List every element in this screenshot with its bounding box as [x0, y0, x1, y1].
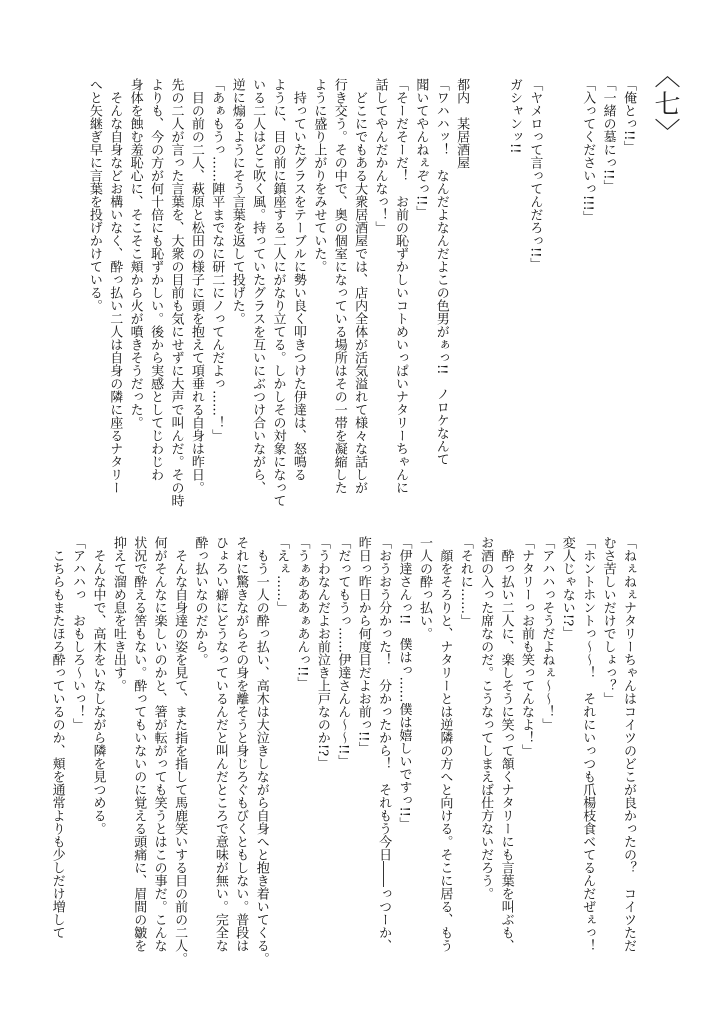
text-line: 一人の酔っ払い。	[416, 536, 432, 640]
text-line: 何がそんなに楽しいのかと、箸が転がっても笑うとはこの事だ。こんな	[151, 536, 167, 952]
text-line: ように盛り上がりをみせていた。	[311, 78, 327, 273]
chapter-title: 〈七〉	[650, 62, 680, 146]
text-line: 「ホントホントっ～～！ それにいっつも爪楊枝食べてるんだぜぇっ！	[580, 536, 596, 952]
text-line: 「一緒の墓にっ!!」	[600, 78, 616, 193]
text-block-lower	[49, 536, 638, 976]
text-line: どこにでもある大衆居酒屋では、店内全体が活気溢れて様々な話しが	[352, 78, 368, 494]
text-line: 酔っ払いなのだから。	[192, 536, 208, 666]
text-line: 話してやんだかんなっ！」	[372, 78, 388, 234]
text-line: 酔っ払い二人に、楽しそうに笑って頷くナタリーにも言葉を叫ぶも、	[498, 536, 514, 952]
text-line: 「ねぇねぇナタリーちゃんはコイツのどこが良かったの？ コイツただ	[621, 536, 636, 952]
text-line: よりも、今の方が何十倍にも恥ずかしい。後から実感としてじわじわ	[148, 78, 164, 481]
text-block-upper	[78, 78, 638, 518]
text-line: そんな自身などお構いなく、酔っ払い二人は自身の隣に座るナタリー	[107, 78, 123, 494]
text-line: 「アハハっ おもしろ～いっ！」	[70, 536, 86, 731]
text-line: 状況で酔える筈もない。酔ってもいないのに覚える頭痛に、眉間の皺を	[131, 536, 147, 952]
text-line: 「そーだそーだ！ お前の恥ずかしいコトめいっぱいナタリーちゃんに	[392, 78, 408, 494]
text-line: 「うぁあああぁあんっ!!」	[294, 536, 310, 690]
text-line: 顔をそろりと、ナタリーとは逆隣の方へと向ける。そこに居る、もう	[437, 536, 453, 952]
text-line: 「うわなんだよお前泣き上戸なのか!?」	[314, 536, 330, 770]
text-line: 先の二人が言った言葉を、大衆の目前も気にせずに大声で叫んだ。その時	[168, 78, 184, 507]
text-line: むさ苦しいだけでしょっ？」	[600, 536, 616, 705]
text-line	[556, 78, 576, 518]
text-line: ひょろい癖にどうなっているんだと叫んだところで意味が無い。完全な	[212, 536, 228, 952]
text-line: 「ナタリーっお前も笑ってんなよ！」	[518, 536, 534, 757]
text-line: 「ワハハッ！ なんだよなんだよこの色男がぁっ!! ノロケなんて	[433, 78, 449, 466]
text-line: 「ヤメロって言ってんだろっ!!」	[527, 78, 543, 271]
text-line: 昨日っ昨日から何度目だよお前っ!!」	[355, 536, 371, 755]
text-line: 逆に煽るようにそう言葉を返して投げた。	[229, 78, 245, 325]
text-line: 「えぇ……」	[274, 536, 290, 614]
text-line: 持っていたグラスをテーブルに勢い良く叩きつけた伊達は、怒鳴る	[290, 78, 306, 481]
text-line: いる二人はどこ吹く風。持っていたグラスを互いにぶつけ合いながら、	[250, 78, 266, 494]
text-line	[483, 78, 503, 518]
text-line: 「俺とっ!!」	[621, 78, 636, 154]
text-line: こちらもまたほろ酔っているのか、頬を通常よりも少しだけ増して	[49, 536, 65, 939]
text-line: 変人じゃない!?」	[559, 536, 575, 640]
text-line: 「アハハっそうだよねぇ～～！」	[539, 536, 555, 731]
text-line: 「だってもうっ……伊達さんん～～!!」	[335, 536, 351, 768]
text-line: 「おうおう分かった！ 分かったから！ それもう今日――っつーか、	[376, 536, 392, 952]
text-line: 「それに……」	[457, 536, 473, 627]
text-line: ように、目の前に鎮座する二人にがなり立てる。しかしその対象になって	[270, 78, 286, 507]
text-line: 身体を蝕む羞恥心に、そこそこ頬から火が噴きそうだった。	[127, 78, 143, 429]
text-line: 「伊達さんっ!! 僕はっ……僕は嬉しいですっ!!」	[396, 536, 412, 830]
text-line: もう一人の酔っ払い、高木は大泣きしながら自身へと抱き着いてくる。	[253, 536, 269, 965]
text-line: そんな中で、高木をいなしながら隣を見つめる。	[90, 536, 106, 835]
text-line: 抑えて溜め息を吐き出す。	[110, 536, 126, 692]
text-line: 聞いてやんねぇぞっ!!」	[413, 78, 429, 219]
text-line: 行き交う。その中で、奥の個室になっている場所はその一帯を凝縮した	[331, 78, 347, 494]
text-line: へと矢継ぎ早に言葉を投げかけている。	[86, 78, 102, 312]
text-line: 「あぁもうっ……陣平までなに研二にノってんだよっ……！」	[209, 78, 225, 442]
text-line: お酒の入った席なのだ。こうなってしまえば仕方ないだろう。	[478, 536, 494, 900]
text-line: それに驚きながらその身を離そうと身じろぐもびくともしない。普段は	[233, 536, 249, 952]
text-line: そんな自身達の姿を見て、また指を指して馬鹿笑いする目の前の二人。	[172, 536, 188, 965]
text-line: 「入ってくださいっ!!!」	[580, 78, 596, 224]
text-line: ガシャンッ!!	[506, 78, 522, 154]
text-line: 都内 某居酒屋	[454, 78, 470, 169]
text-line: 目の前の二人、萩原と松田の様子に頭を抱えて項垂れる自身は昨日。	[188, 78, 204, 494]
